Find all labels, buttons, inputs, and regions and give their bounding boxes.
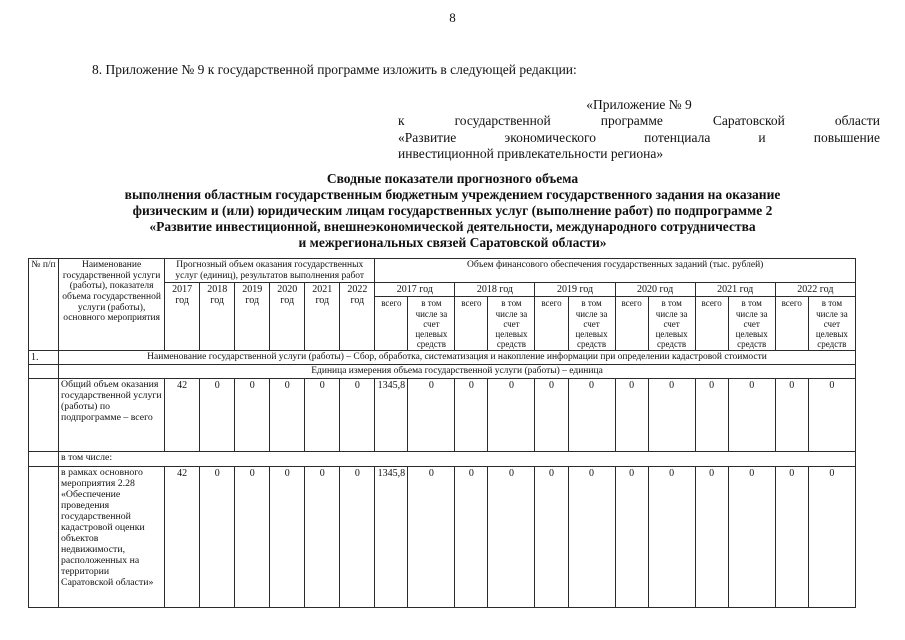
table-row-measure-228 — [29, 467, 856, 608]
row-label: в рамках основного мероприятия 2.28 «Обеспечение проведения государственной кадастровой оценки объектов недвижимости, расположенных на территории Саратовской области» — [59, 467, 165, 608]
title-line: Сводные показатели прогнозного объема — [326, 171, 579, 186]
appendix-reference — [398, 97, 880, 163]
cell-value: 0 — [270, 379, 305, 452]
cell-value: 0 — [200, 379, 235, 452]
col-year: 2019 год — [235, 283, 270, 351]
title-line: «Развитие инвестиционной, внешнеэкономической деятельности, международного сотрудничества — [149, 218, 756, 234]
cell-value: 0 — [535, 379, 568, 452]
table-row-unit — [29, 365, 856, 379]
cell-value: 0 — [728, 467, 775, 608]
appendix-line: «Приложение № 9 — [586, 97, 692, 112]
cell-value: 0 — [695, 379, 728, 452]
col-subtotal: всего — [455, 297, 488, 350]
cell-value: 0 — [615, 467, 648, 608]
cell-value: 0 — [305, 467, 340, 608]
col-subtotal: всего — [375, 297, 408, 350]
appendix-line: к государственной программе Саратовской области — [398, 113, 880, 129]
including-cell: в том числе: — [59, 452, 856, 467]
col-year: 2018 год — [200, 283, 235, 351]
service-name-cell: Наименование государственной услуги (работы) – Сбор, обработка, систематизация и накопление информации при определении кадастровой стоимости — [59, 350, 856, 364]
col-year: 2017 год — [165, 283, 200, 351]
header-row-groups — [29, 259, 856, 283]
cell-value: 0 — [455, 467, 488, 608]
col-year: 2020 год — [270, 283, 305, 351]
table-row-service-name — [29, 350, 856, 364]
cell-value: 0 — [808, 379, 855, 452]
cell-value: 0 — [808, 467, 855, 608]
cell-value: 0 — [488, 467, 535, 608]
col-header-name: Наименование государственной услуги (работы), показателя объема государственной услуги (работы), основного мероприятия — [59, 259, 165, 351]
cell-value: 0 — [568, 379, 615, 452]
col-targeted: в том числе за счет целевых средств — [808, 297, 855, 350]
col-year: 2022 год — [340, 283, 375, 351]
cell-value: 0 — [455, 379, 488, 452]
row-label: Общий объем оказания государственной услуги (работы) по подпрограмме – всего — [59, 379, 165, 452]
col-year-finance: 2017 год — [375, 283, 455, 297]
col-targeted: в том числе за счет целевых средств — [488, 297, 535, 350]
col-header-num: № п/п — [29, 259, 59, 351]
cell-value: 0 — [695, 467, 728, 608]
unit-cell: Единица измерения объема государственной услуги (работы) – единица — [59, 365, 856, 379]
col-year-finance: 2019 год — [535, 283, 615, 297]
col-targeted: в том числе за счет целевых средств — [648, 297, 695, 350]
intro-paragraph: 8. Приложение № 9 к государственной программе изложить в следующей редакции: — [92, 62, 577, 77]
title-line: и межрегиональных связей Саратовской области» — [298, 234, 607, 250]
cell-value: 0 — [235, 379, 270, 452]
col-year-finance: 2020 год — [615, 283, 695, 297]
col-subtotal: всего — [535, 297, 568, 350]
cell-value: 0 — [535, 467, 568, 608]
cell-value: 0 — [775, 379, 808, 452]
row-number — [29, 467, 59, 608]
cell-value: 0 — [305, 379, 340, 452]
appendix-line: «Развитие экономического потенциала и повышение — [398, 129, 880, 145]
cell-value: 0 — [340, 467, 375, 608]
row-number — [29, 365, 59, 379]
col-subtotal: всего — [615, 297, 648, 350]
cell-value: 0 — [775, 467, 808, 608]
cell-value: 0 — [648, 467, 695, 608]
cell-value: 0 — [728, 379, 775, 452]
col-targeted: в том числе за счет целевых средств — [568, 297, 615, 350]
title-line: выполнения областным государственным бюджетным учреждением государственного задания на оказание — [124, 186, 781, 202]
col-year: 2021 год — [305, 283, 340, 351]
summary-table — [28, 258, 856, 608]
cell-value: 0 — [200, 467, 235, 608]
document-title — [30, 171, 875, 251]
cell-value: 0 — [235, 467, 270, 608]
col-targeted: в том числе за счет целевых средств — [728, 297, 775, 350]
table-row-total — [29, 379, 856, 452]
row-number — [29, 379, 59, 452]
cell-value: 0 — [340, 379, 375, 452]
cell-value: 0 — [270, 467, 305, 608]
appendix-line: инвестиционной привлекательности региона» — [398, 146, 664, 162]
page-number: 8 — [449, 10, 456, 25]
col-subtotal: всего — [695, 297, 728, 350]
col-group-prognoz: Прогнозный объем оказания государственных услуг (единиц), результатов выполнения работ — [165, 259, 375, 283]
cell-value: 0 — [615, 379, 648, 452]
cell-value: 0 — [648, 379, 695, 452]
col-targeted: в том числе за счет целевых средств — [408, 297, 455, 350]
table-row-including — [29, 452, 856, 467]
cell-value: 0 — [568, 467, 615, 608]
col-year-finance: 2022 год — [775, 283, 855, 297]
col-subtotal: всего — [775, 297, 808, 350]
title-line: физическим и (или) юридическим лицам государственных услуг (выполнение работ) по подпрограмме 2 — [132, 202, 773, 218]
cell-value: 1345,8 — [375, 379, 408, 452]
col-year-finance: 2018 год — [455, 283, 535, 297]
col-group-finance: Объем финансового обеспечения государственных заданий (тыс. рублей) — [375, 259, 856, 283]
cell-value: 0 — [408, 467, 455, 608]
cell-value: 42 — [165, 467, 200, 608]
cell-value: 1345,8 — [375, 467, 408, 608]
col-year-finance: 2021 год — [695, 283, 775, 297]
cell-value: 0 — [488, 379, 535, 452]
cell-value: 0 — [408, 379, 455, 452]
cell-value: 42 — [165, 379, 200, 452]
row-number: 1. — [29, 350, 59, 364]
row-number — [29, 452, 59, 467]
